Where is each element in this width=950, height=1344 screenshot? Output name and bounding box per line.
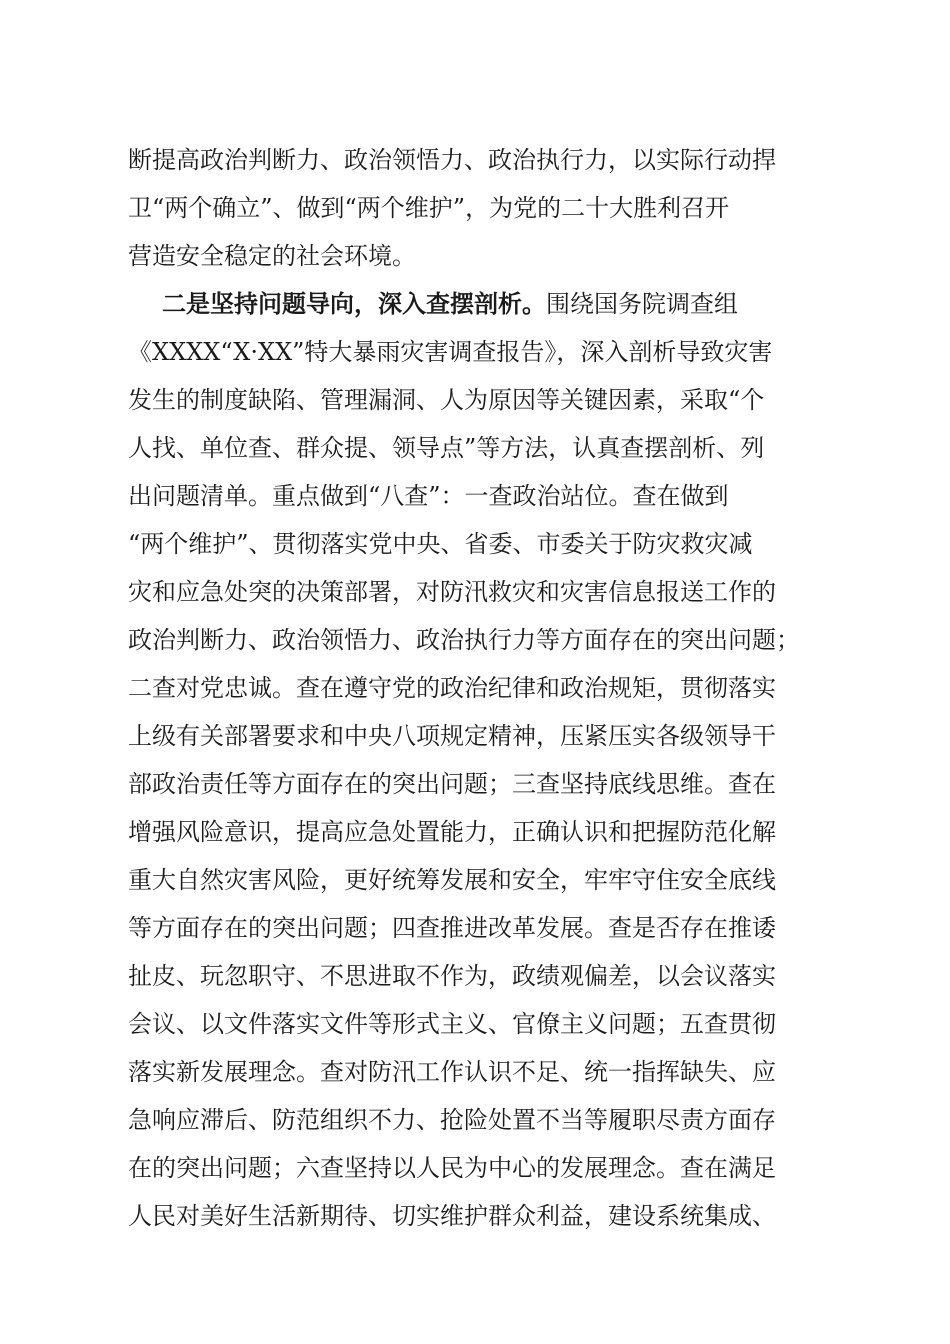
text-line: 等方面存在的突出问题；四查推进改革发展。查是否存在推诿 (128, 914, 776, 942)
text-line: “两个维护”、贯彻落实党中央、省委、市委关于防灾救灾减 (128, 530, 753, 558)
text-span: 围绕国务院调查组 (546, 290, 738, 318)
text-line: 在的突出问题；六查坚持以人民为中心的发展理念。查在满足 (128, 1154, 776, 1182)
text-line: 断提高政治判断力、政治领悟力、政治执行力，以实际行动捍 (128, 146, 776, 174)
text-line: 增强风险意识，提高应急处置能力，正确认识和把握防范化解 (128, 818, 776, 846)
text-line: 卫“两个确立”、做到“两个维护”，为党的二十大胜利召开 (128, 194, 730, 222)
text-line: 政治判断力、政治领悟力、政治执行力等方面存在的突出问题； (128, 626, 800, 654)
text-line: 二查对党忠诚。查在遵守党的政治纪律和政治规矩，贯彻落实 (128, 674, 776, 702)
text-line: 上级有关部署要求和中央八项规定精神，压紧压实各级领导干 (128, 722, 776, 750)
text-line: 灾和应急处突的决策部署，对防汛救灾和灾害信息报送工作的 (128, 578, 776, 606)
text-line: 重大自然灾害风险，更好统筹发展和安全，牢牢守住安全底线 (128, 866, 776, 894)
text-line: 扯皮、玩忽职守、不思进取不作为，政绩观偏差，以会议落实 (128, 962, 776, 990)
paragraph-heading: 二是坚持问题导向，深入查摆剖析。 (162, 289, 546, 318)
paragraph-heading-line (162, 286, 852, 322)
text-line: 人民对美好生活新期待、切实维护群众利益，建设系统集成、 (128, 1202, 776, 1230)
text-line: 部政治责任等方面存在的突出问题；三查坚持底线思维。查在 (128, 770, 776, 798)
text-line: 营造安全稳定的社会环境。 (128, 242, 416, 270)
text-line: 急响应滞后、防范组织不力、抢险处置不当等履职尽责方面存 (128, 1106, 776, 1134)
text-line: 落实新发展理念。查对防汛工作认识不足、统一指挥缺失、应 (128, 1058, 776, 1086)
text-line: 出问题清单。重点做到“八查”：一查政治站位。查在做到 (128, 482, 729, 510)
text-line: 发生的制度缺陷、管理漏洞、人为原因等关键因素，采取“个 (128, 386, 765, 414)
text-line: 《XXXX“X·XX”特大暴雨灾害调查报告》，深入剖析导致灾害 (128, 338, 773, 366)
text-line: 人找、单位查、群众提、领导点”等方法，认真查摆剖析、列 (128, 434, 765, 462)
text-line: 会议、以文件落实文件等形式主义、官僚主义问题；五查贯彻 (128, 1010, 776, 1038)
